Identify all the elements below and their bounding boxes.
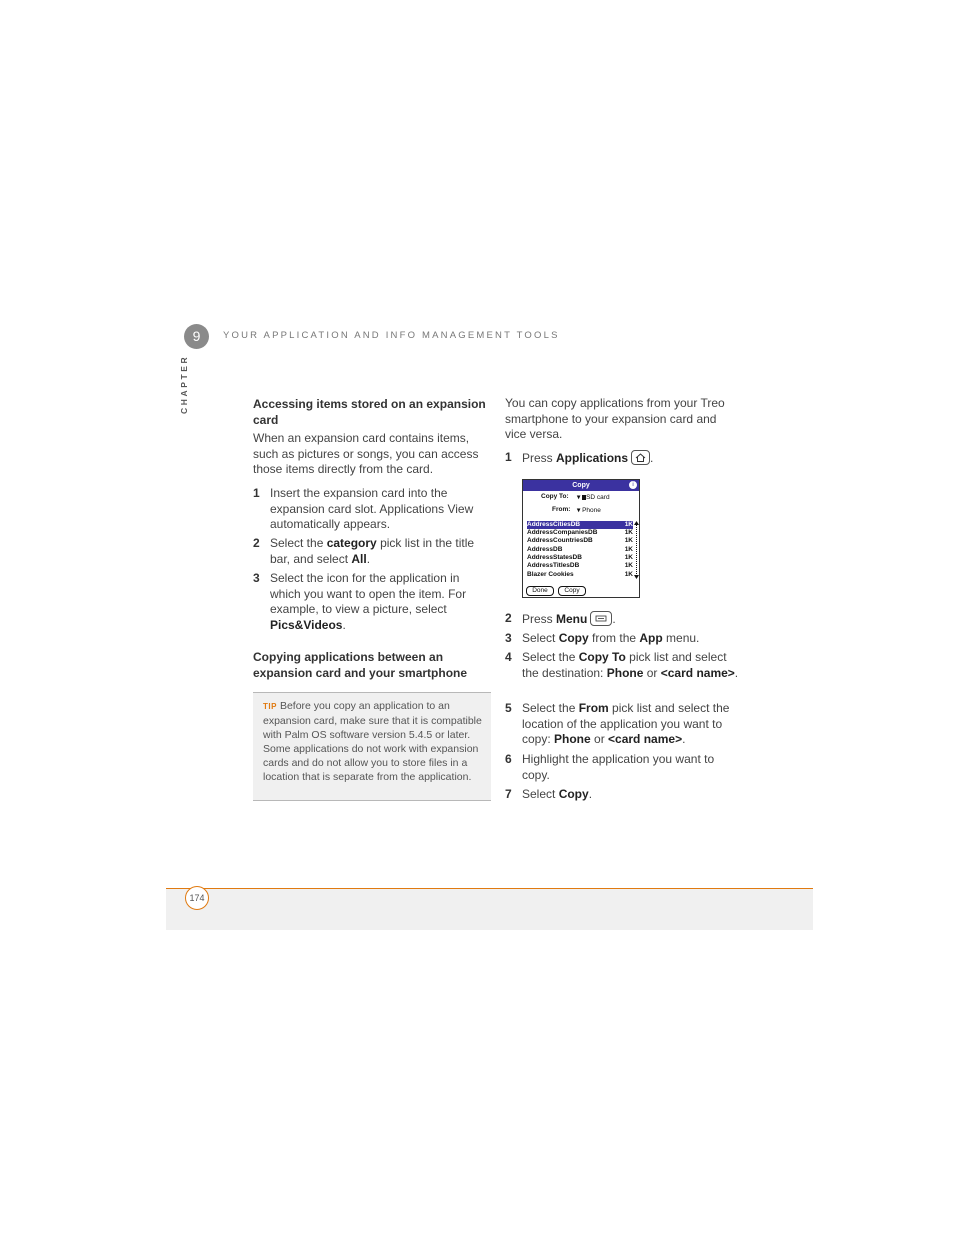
chapter-number-badge: 9 [184,324,209,349]
app-row: AddressCompaniesDB 1K [527,529,633,536]
section-heading-accessing: Accessing items stored on an expansion card [253,397,486,427]
applications-home-icon [631,450,650,465]
left-step-1: 1 Insert the expansion card into the expansion card slot. Applications View automatically appears. [253,486,474,531]
left-column-2 [253,649,488,681]
left-step-2: 2 Select the category pick list in the title bar, and select All. [253,536,475,566]
page-number: 174 [185,886,209,910]
left-column [253,396,488,478]
app-row: AddressTitlesDB 1K [527,562,633,569]
right-step-4: 4 Select the Copy To pick list and select the destination: Phone or <card name>. [505,650,739,680]
tip-box [253,692,491,801]
copy-button: Copy [558,586,586,596]
tip-text: Before you copy an application to an expansion card, make sure that it is compatible with Palm OS software version 5.4.5 or later. Some applications do not work with expansion cards and do not allow you to store files in a location that is separate from the application. [263,700,482,783]
done-button: Done [526,586,554,596]
right-step-3: 3 Select Copy from the App menu. [505,631,700,645]
copy-to-picklist: ▾ SD card [577,494,610,501]
app-row: AddressDB 1K [527,546,633,553]
left-step-3: 3 Select the icon for the application in which you want to open the item. For example, to view a picture, select Pics&Videos. [253,571,467,632]
app-row: AddressStatesDB 1K [527,554,633,561]
chapter-label: CHAPTER [179,354,189,414]
right-step-2: 2 Press Menu . [505,611,616,626]
section-heading-copying: Copying applications between an expansion card and your smartphone [253,650,468,680]
dialog-title: Copy [523,480,639,491]
app-row: AddressCountriesDB 1K [527,537,633,544]
menu-key-icon [590,611,612,626]
right-step-7: 7 Select Copy. [505,787,593,801]
info-icon: i [629,481,637,489]
scrollbar-icon [634,521,639,579]
right-step-1: 1 Press Applications . [505,450,654,465]
copy-dialog-screenshot [522,479,640,598]
from-label: From: [552,506,571,513]
right-step-6: 6 Highlight the application you want to copy. [505,752,715,782]
from-picklist: ▾ Phone [577,507,601,514]
app-row: AddressCitiesDB 1K [527,521,633,528]
tip-label: TIP [263,702,277,711]
right-intro: You can copy applications from your Treo smartphone to your expansion card and vice versa. [505,396,725,441]
copy-to-label: Copy To: [541,493,569,500]
chapter-title: YOUR APPLICATION AND INFO MANAGEMENT TOOLS [223,330,560,341]
app-row: Blazer Cookies 1K [527,571,633,578]
right-step-5: 5 Select the From pick list and select the location of the application you want to copy: Phone or <card name>. [505,701,730,746]
footer-bar [166,888,813,930]
accessing-paragraph: When an expansion card contains items, such as pictures or songs, you can access those items directly from the card. [253,431,479,476]
